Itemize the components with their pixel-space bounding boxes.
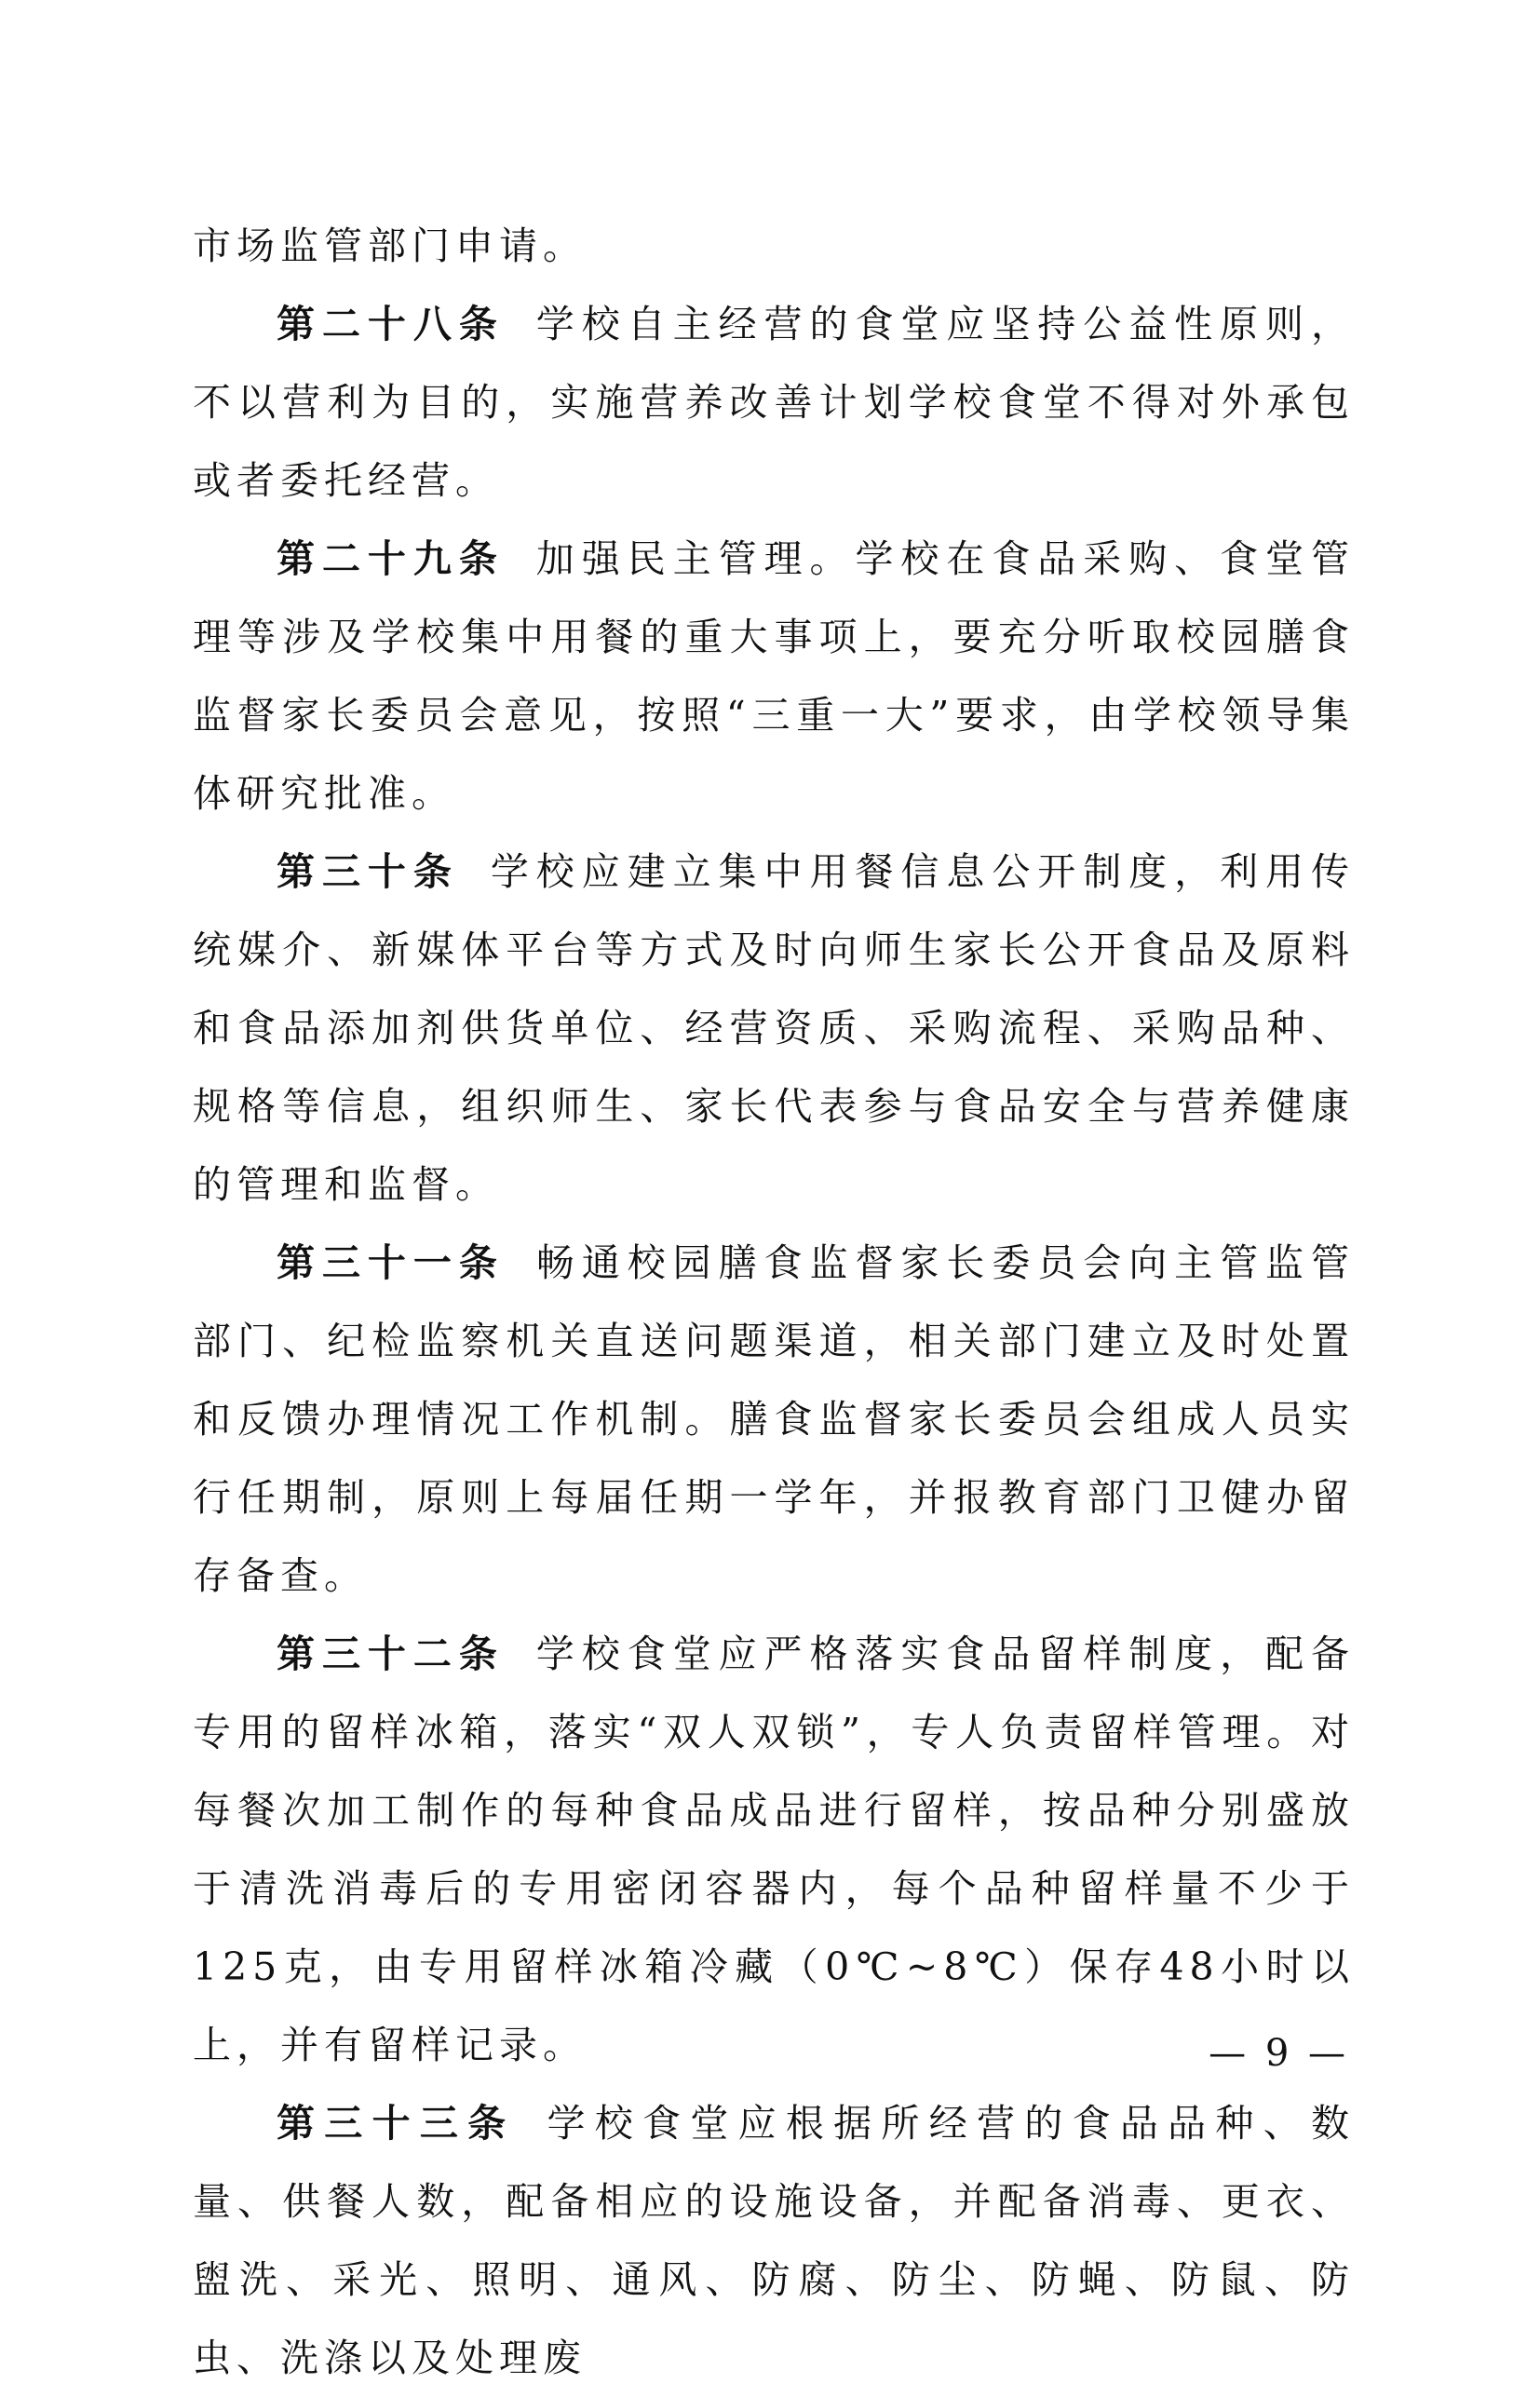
article-number: 第三十二条: [277, 1632, 505, 1676]
article-text: 畅通校园膳食监督家长委员会向主管监管部门、纪检监察机关直送问题渠道，相关部门建立及时处置和反馈办理情况工作机制。膳食监督家长委员会组成人员实行任期制，原则上每届任期一学年，并报教育部门卫健办留存备查。: [193, 1240, 1356, 1598]
article-number: 第三十一条: [277, 1240, 505, 1285]
article-text: 学校食堂应严格落实食品留样制度，配备专用的留样冰箱，落实“双人双锁”，专人负责留样管理。对每餐次加工制作的每种食品成品进行留样，按品种分别盛放于清洗消毒后的专用密闭容器内，每个品种留样量不少于125克，由专用留样冰箱冷藏（0℃~8℃）保存48小时以上，并有留样记录。: [193, 1632, 1356, 2067]
article-text: 学校应建立集中用餐信息公开制度，利用传统媒介、新媒体平台等方式及时向师生家长公开食品及原料和食品添加剂供货单位、经营资质、采购流程、采购品种、规格等信息，组织师生、家长代表参与食品安全与营养健康的管理和监督。: [193, 849, 1356, 1207]
article-31: [193, 1224, 1355, 1615]
article-28: [193, 285, 1355, 520]
article-text: 学校食堂应根据所经营的食品品种、数量、供餐人数，配备相应的设施设备，并配备消毒、更衣、盥洗、采光、照明、通风、防腐、防尘、防蝇、防鼠、防虫、洗涤以及处理废: [193, 2101, 1356, 2380]
article-number: 第二十八条: [277, 302, 505, 346]
article-number: 第三十三条: [277, 2101, 516, 2146]
article-number: 第二十九条: [277, 536, 505, 581]
article-number: 第三十条: [277, 849, 459, 894]
continuation-text: 市场监管部门申请。: [193, 223, 587, 268]
article-text: 加强民主管理。学校在食品采购、食堂管理等涉及学校集中用餐的重大事项上，要充分听取校园膳食监督家长委员会意见，按照“三重一大”要求，由学校领导集体研究批准。: [193, 536, 1356, 816]
page-number: — 9 —: [1209, 2032, 1349, 2075]
document-body: [193, 207, 1355, 2397]
article-text: 学校自主经营的食堂应坚持公益性原则，不以营利为目的，实施营养改善计划学校食堂不得对外承包或者委托经营。: [193, 302, 1356, 503]
continuation-paragraph: [193, 207, 1355, 285]
article-30: [193, 833, 1355, 1224]
article-29: [193, 520, 1355, 833]
article-32: [193, 1615, 1355, 2084]
article-33: [193, 2084, 1355, 2397]
